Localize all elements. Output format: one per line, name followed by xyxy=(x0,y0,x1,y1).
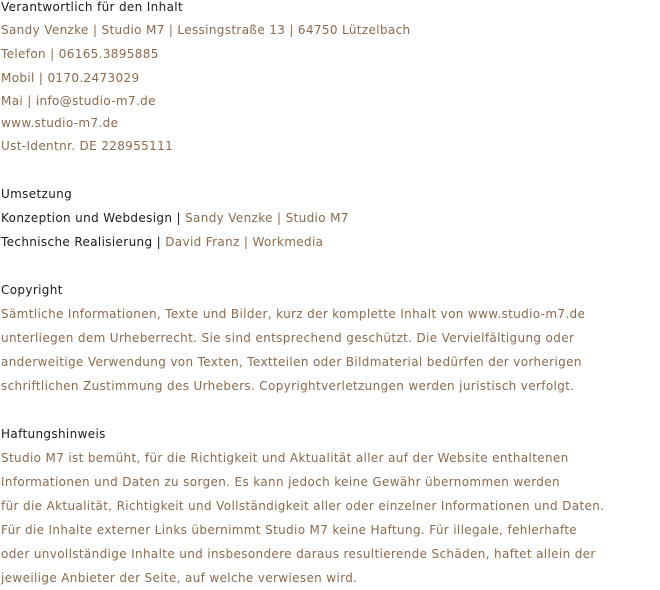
tech-separator: | xyxy=(156,235,162,249)
imprint-website-link[interactable]: www.studio-m7.de xyxy=(1,116,119,130)
imprint-email-link[interactable]: Mai | info@studio-m7.de xyxy=(1,94,156,108)
copyright-line: anderweitige Verwendung von Texten, Textteilen oder Bildmaterial bedürfen der vorherigen xyxy=(1,355,582,369)
imprint-heading: Verantwortlich für den Inhalt xyxy=(1,0,184,14)
liability-section xyxy=(1,422,656,590)
tech-label: Technische Realisierung xyxy=(1,235,153,249)
concept-separator: | xyxy=(176,211,181,225)
liability-line: jeweilige Anbieter der Seite, auf welche verwiesen wird. xyxy=(1,571,358,585)
copyright-section xyxy=(1,278,656,398)
implementation-heading: Umsetzung xyxy=(1,187,73,201)
section-spacer xyxy=(1,254,656,278)
section-spacer xyxy=(1,398,656,422)
imprint-mobile: Mobil | 0170.2473029 xyxy=(1,71,140,85)
copyright-line: Sämtliche Informationen, Texte und Bilder, kurz der komplette Inhalt von www.studio-m7.de xyxy=(1,307,586,321)
concept-value: Sandy Venzke | Studio M7 xyxy=(185,211,349,225)
imprint-address: Sandy Venzke | Studio M7 | Lessingstraße 13 | 64750 Lützelbach xyxy=(1,23,411,37)
liability-line: Für die Inhalte externer Links übernimmt Studio M7 keine Haftung. Für illegale, fehlerhafte xyxy=(1,523,578,537)
imprint-page xyxy=(1,0,656,590)
imprint-phone: Telefon | 06165.3895885 xyxy=(1,47,159,61)
implementation-tech-row xyxy=(1,230,656,254)
imprint-vat-id: Ust-Identnr. DE 228955111 xyxy=(1,139,174,153)
concept-label: Konzeption und Webdesign xyxy=(1,211,173,225)
liability-line: für die Aktualität, Richtigkeit und Vollständigkeit aller oder einzelner Informationen und Daten. xyxy=(1,499,605,513)
implementation-section xyxy=(1,182,656,254)
implementation-concept-row xyxy=(1,206,656,230)
liability-heading: Haftungshinweis xyxy=(1,427,106,441)
section-spacer xyxy=(1,158,656,182)
copyright-line: unterliegen dem Urheberrecht. Sie sind entsprechend geschützt. Die Vervielfältigung oder xyxy=(1,331,575,345)
tech-value: David Franz | Workmedia xyxy=(165,235,324,249)
copyright-line: schriftlichen Zustimmung des Urhebers. Copyrightverletzungen werden juristisch verfolgt. xyxy=(1,379,575,393)
liability-line: Studio M7 ist bemüht, für die Richtigkeit und Aktualität aller auf der Website enthaltenen xyxy=(1,451,569,465)
imprint-section xyxy=(1,0,656,158)
copyright-heading: Copyright xyxy=(1,283,63,297)
liability-line: oder unvollständige Inhalte und insbesondere daraus resultierende Schäden, haftet allein der xyxy=(1,547,596,561)
liability-line: Informationen und Daten zu sorgen. Es kann jedoch keine Gewähr übernommen werden xyxy=(1,475,560,489)
